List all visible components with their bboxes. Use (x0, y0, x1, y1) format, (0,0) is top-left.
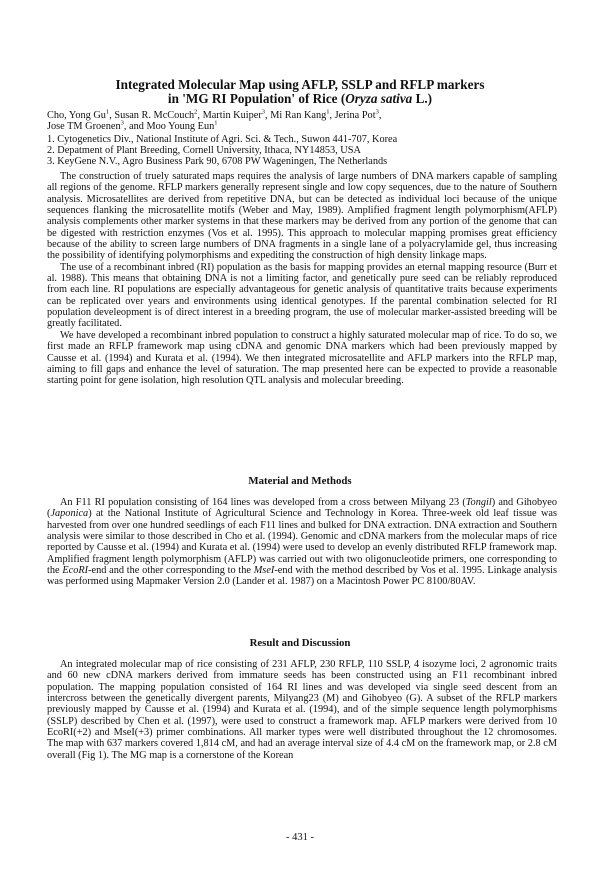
msei-term: MseI (253, 565, 275, 577)
author: Jerina Pot$^3$, (334, 108, 382, 121)
results-heading: Result and Discussion (249, 637, 351, 649)
species-name: Oryza sativa (345, 91, 413, 106)
author: Martin Kuiper$^3$, (202, 108, 271, 121)
intro-paragraph-2: The use of a recombinant inbred (RI) population as the basis for mapping provides an eternal mapping resource (Burr et al. 1988). This means that obtaining DNA is not a limiting factor, and genetically pure seed can be reliably reproduced from each line. RI populations are especially advantageous for genetic analysis of quantitative traits because experiments can be replicated over years and environments using identical genotypes. If the parental combination selected for RI population develeopment is of direct interest in a breeding program, the use of molecular marker-assisted breeding will be greatly facilitated. (47, 261, 557, 330)
author-list (47, 110, 557, 133)
results-section (47, 659, 557, 761)
affiliation-2: 2. Depatment of Plant Breeding, Cornell University, Ithaca, NY14853, USA (47, 145, 361, 156)
affiliation-3: 3. KeyGene N.V., Agro Business Park 90, 6708 PW Wageningen, The Netherlands (47, 156, 388, 167)
paper-title-line-1: Integrated Molecular Map using AFLP, SSLP and RFLP markers (115, 77, 485, 92)
author: and Moo Young Eun$^1$ (129, 119, 218, 133)
intro-paragraph-1: The construction of truely saturated maps requires the analysis of large numbers of DNA markers capable of sampling all regions of the genome. RFLP markers generally represent single and low copy sequences, due to the nature of Southern analysis. Microsatellites are derived from repetitive DNA, but can be detected as individual loci because of the unique sequences flanking the microsatellite motifs (Weber and May, 1989). Amplified fragment length polymorphism(AFLP) analysis complements other marker systems in that these markers may be derived from any portion of the genome that can be digested with restriction enzymes (Vos et al. 1995). This approach to molecular mapping promises great efficiency because of the ability to screen large numbers of DNA fragments in a single lane of a polyacrylamide gel, thus increasing the possibility of identifying polymorphisms and expediting the construction of high density linkage maps. (47, 171, 557, 262)
paper-title-line-2 (0, 92, 600, 106)
intro-paragraph-3: We have developed a recombinant inbred population to construct a highly saturated molecular map of rice. To do so, we first made an RFLP framework map using cDNA and genomic DNA markers which had been previously mapped by Causse et al. (1994) and Kurata et al. (1994). We then integrated microsatellite and AFLP markers into the RFLP map, aiming to fill gaps and enhance the level of saturation. The map presented here can be expected to provide a reasonable starting point for gene isolation, high resolution QTL analysis and molecular breeding. (47, 329, 557, 387)
methods-paragraph: An F11 RI population consisting of 164 lines was developed from a cross between Milyang 23 (Tongil) and Gihobyeo (Japonica) at the National Institute of Agricultural Science and Technology in Korea. Three-week old leaf tissue was harvested from over one hundred seedlings of each F11 lines and bulked for DNA extraction. DNA extraction and Southern analysis were similar to those described in Cho et al. (1994). Genomic and cDNA markers from the molecular maps of rice reported by Causse et al. (1994) and Kurata et al. (1994) were used to develop an evenly distributed RFLP framework map. Amplified fragment length polymorphism (AFLP) was carried out with two oligonucleotide primers, one corresponding to the EcoRI-end and the other corresponding to the MseI-end with the method described by Vos et al. 1995. Linkage analysis was performed using Mapmaker Version 2.0 (Lander et al. 1987) on a Macintosh Power PC 8100/80AV. (47, 497, 557, 588)
japonica-term: Japonica (50, 508, 89, 520)
introduction (47, 171, 557, 387)
title-part-a: in 'MG RI Population' of Rice ( (167, 91, 346, 106)
author: Susan R. McCouch$^2$, (114, 108, 203, 121)
affiliation-1: 1. Cytogenetics Div., National Institute of Agri. Sci. & Tech., Suwon 441-707, Korea (47, 134, 398, 145)
methods-heading: Material and Methods (248, 475, 352, 487)
author: Cho, Yong Gu$^1$, (47, 108, 115, 121)
tongil-term: Tongil (465, 497, 492, 508)
author: Jose TM Groenen$^3$, (47, 119, 129, 133)
title-part-b: L.) (412, 91, 433, 106)
results-paragraph: An integrated molecular map of rice consisting of 231 AFLP, 230 RFLP, 110 SSLP, 4 isozyme loci, 2 agronomic traits and 60 new cDNA markers derived from immature seeds has been constructed using an F11 recombinant inbred population. The mapping population consisted of 164 RI lines and was developed via single seed descent from an intercross between the genetically divergent parents, Milyang23 (M) and Gihobyeo (G). A subset of the RFLP markers previously mapped by Causse et al. (1994) and Kurata et al. (1994), and of the simple sequence length polymorphisms (SSLP) described by Chen et al. (1997), were used to construct a framework map. AFLP markers were derived from 10 EcoRI(+2) and MseI(+3) primer combinations. All marker types were well distributed throughout the 12 chromosomes. The map with 637 markers covered 1,814 cM, and had an average interval size of 4.4 cM on the framework map, or 2.8 cM overall (Fig 1). The MG map is a cornerstone of the Korean (47, 659, 557, 761)
page-number: - 431 - (286, 832, 314, 843)
methods-section (47, 497, 557, 588)
ecori-term: EcoRI (62, 565, 89, 577)
author: Mi Ran Kang$^1$, (270, 108, 335, 121)
